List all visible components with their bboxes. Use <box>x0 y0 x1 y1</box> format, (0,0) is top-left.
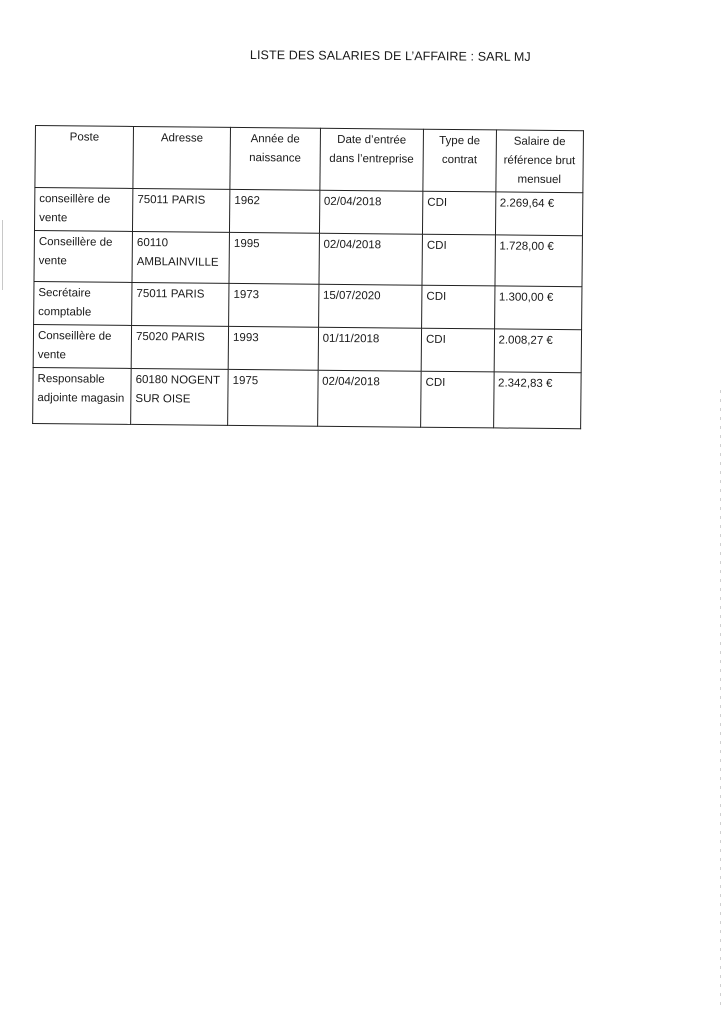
cell-type: CDI <box>422 234 495 286</box>
cell-type: CDI <box>422 285 495 329</box>
cell-annee: 1962 <box>230 189 320 233</box>
table-row <box>33 367 582 428</box>
scan-edge-mark <box>2 220 3 290</box>
header-annee-naissance: Année de naissance <box>230 127 320 190</box>
table-row <box>34 188 582 236</box>
cell-poste: Secrétaire comptable <box>34 281 132 325</box>
header-poste: Poste <box>35 126 134 189</box>
table-row <box>33 324 581 372</box>
employee-table <box>32 125 584 429</box>
cell-salaire: 1.300,00 € <box>494 286 582 330</box>
cell-annee: 1973 <box>229 283 319 327</box>
cell-date: 01/11/2018 <box>318 327 422 371</box>
cell-type: CDI <box>421 328 494 372</box>
cell-adresse: 60180 NOGENT SUR OISE <box>131 368 229 425</box>
table-header-row <box>35 126 584 193</box>
cell-poste: Conseillère de vente <box>33 324 131 368</box>
cell-adresse: 75020 PARIS <box>131 325 228 369</box>
header-type-contrat: Type de contrat <box>423 129 496 192</box>
cell-salaire: 1.728,00 € <box>495 235 583 287</box>
cell-salaire: 2.008,27 € <box>494 329 582 373</box>
scan-edge-mark <box>720 390 721 1010</box>
header-adresse: Adresse <box>133 126 231 189</box>
document-title: LISTE DES SALARIES DE L’AFFAIRE : SARL MJ <box>249 48 531 64</box>
header-salaire: Salaire de référence brut mensuel <box>495 130 583 193</box>
cell-salaire: 2.342,83 € <box>493 372 581 429</box>
cell-salaire: 2.269,64 € <box>495 192 583 236</box>
cell-type: CDI <box>421 371 494 428</box>
cell-adresse: 75011 PARIS <box>133 188 230 232</box>
cell-adresse: 75011 PARIS <box>132 282 229 326</box>
cell-date: 15/07/2020 <box>318 284 422 328</box>
table-row <box>34 281 582 329</box>
cell-poste: conseillère de vente <box>34 188 132 232</box>
cell-poste: Conseillère de vente <box>34 230 133 282</box>
table-row <box>34 230 582 286</box>
cell-date: 02/04/2018 <box>319 233 423 285</box>
cell-annee: 1995 <box>229 232 319 284</box>
cell-poste: Responsable adjointe magasin <box>33 367 132 424</box>
header-date-entree: Date d’entrée dans l’entreprise <box>320 128 424 191</box>
cell-type: CDI <box>423 191 496 235</box>
cell-annee: 1975 <box>228 369 318 426</box>
cell-date: 02/04/2018 <box>317 370 421 427</box>
cell-date: 02/04/2018 <box>319 190 423 234</box>
cell-annee: 1993 <box>228 326 318 370</box>
cell-adresse: 60110 AMBLAINVILLE <box>132 231 230 283</box>
